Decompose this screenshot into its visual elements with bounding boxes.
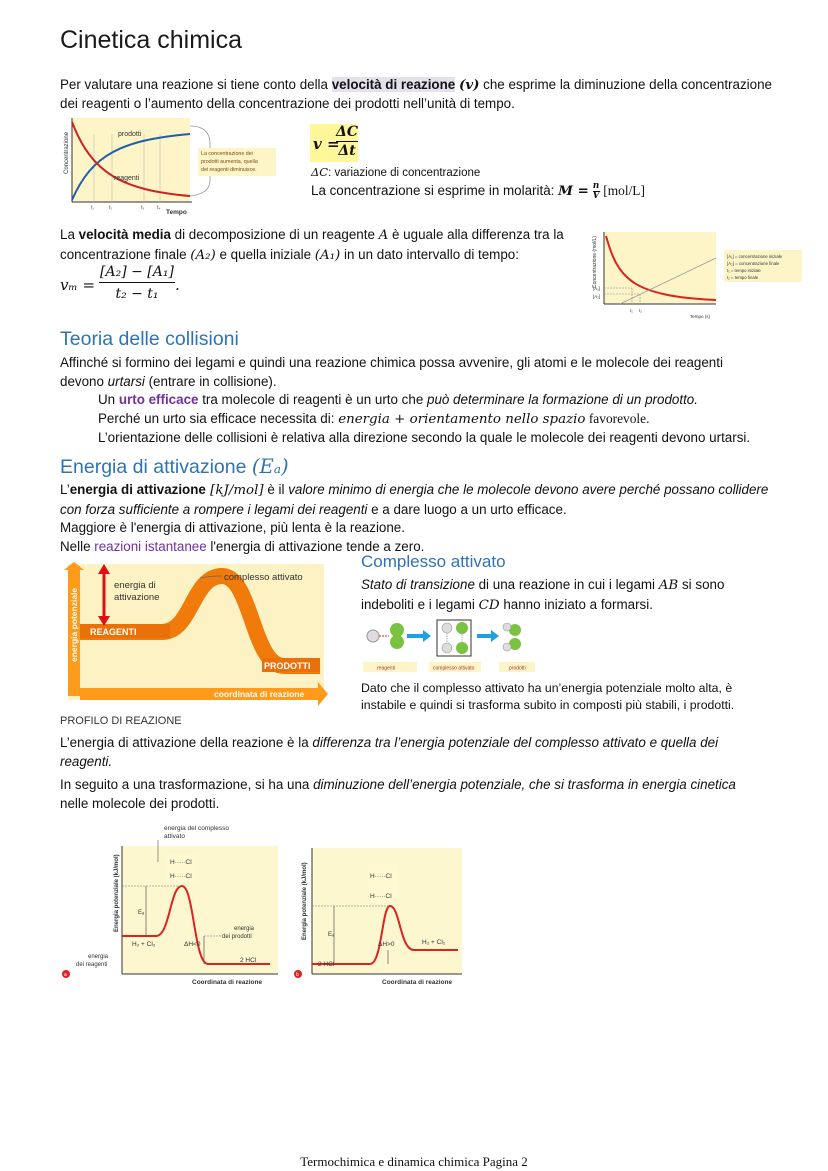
molecules-figure — [363, 618, 543, 676]
sum-p2-it: reagenti. — [60, 753, 113, 769]
collisions-bullet-1 — [98, 391, 818, 410]
collisions-paragraph — [60, 354, 820, 391]
fig2-ytick-1: [A₁] — [593, 286, 601, 291]
b1-purple: urto efficace — [118, 392, 199, 407]
profile-x-axis-label: coordinata di reazione — [214, 689, 305, 699]
act-p1-bold: energia di attivazione — [69, 482, 206, 497]
act-p1-it: valore minimo di energia che le molecole devono avere perché possano collidere — [288, 482, 769, 497]
act-p1-unit: [kJ/mol] — [205, 483, 264, 498]
fig1-note-1: La concentrazione dei — [201, 151, 253, 157]
cl-atom-1 — [390, 623, 404, 637]
act-p3: Maggiore è l'energia di attivazione, più lenta è la reazione. — [60, 520, 405, 535]
delta-c-note — [311, 165, 480, 179]
act-p2-b: e a dare luogo a un urto efficace. — [367, 501, 567, 517]
collisions-heading: Teoria delle collisioni — [60, 328, 239, 350]
fig-a-hcl-bot: H·····Cl — [170, 873, 192, 880]
arrow-2 — [477, 630, 499, 642]
fig-a-products-2: dei prodotti — [222, 934, 252, 940]
fig1-tick-1: t₁ — [91, 205, 95, 211]
summary-paragraph — [60, 734, 820, 771]
avg-b: di decomposizione di un reagente — [170, 227, 379, 242]
mol-label-reagents: reagenti — [377, 665, 396, 672]
collisions-p2-b: (entrare in collisione). — [144, 373, 277, 389]
fig2-legend-3: t₁ = tempo iniziale — [727, 268, 761, 273]
page-footer: Termochimica e dinamica chimica Pagina 2 — [300, 1154, 528, 1169]
cl-atom-2 — [390, 635, 404, 649]
act-p1-a: L’ — [60, 482, 70, 497]
delta-c-text: : variazione di concentrazione — [328, 167, 481, 179]
fig-b-dh: ΔH>0 — [378, 941, 395, 948]
avg-formula-den: t₂ − t₁ — [115, 286, 159, 302]
fig-a-left-2: dei reagenti — [76, 962, 108, 968]
sum-p3-a: In seguito a una trasformazione, si ha una — [60, 777, 314, 792]
endothermic-profile-figure — [290, 840, 470, 992]
avg-a2: (A₂) — [190, 247, 216, 263]
collisions-bullet-3: L’orientazione delle collisioni è relativa alla direzione secondo la quale le molecole dei reagenti devono urtarsi. — [98, 430, 751, 445]
complex-p2-b: hanno iniziato a formarsi. — [499, 596, 653, 612]
average-velocity-paragraph — [60, 226, 590, 265]
velocity-formula-lhs: v = — [313, 135, 340, 153]
fig2-ylabel: Concentrazione (mol/L) — [592, 236, 598, 288]
mol-label-complex: complesso attivato — [433, 665, 475, 672]
b2-a: Perché un urto sia efficace necessita di: — [98, 410, 339, 426]
fig2-legend-4: t₂ = tempo finale — [727, 275, 759, 280]
fig-b-hcl-top: H·····Cl — [370, 873, 392, 880]
profile-peak-label: complesso attivato — [224, 572, 303, 583]
profile-products-label: PRODOTTI — [264, 661, 311, 671]
collisions-p2-it: urtarsi — [107, 373, 145, 389]
intro-highlight: velocità di reazione — [331, 77, 456, 92]
complex-paragraph — [361, 576, 801, 615]
intro-symbol: (v) — [458, 77, 480, 93]
fig-a-reagents: H₂ + Cl₂ — [132, 941, 156, 948]
complex-note-1: Dato che il complesso attivato ha un’energia potenziale molto alta, è — [361, 681, 733, 695]
concentration-time-figure — [62, 114, 302, 220]
molarity-den: V — [592, 191, 600, 201]
complex-p1-c: si sono — [678, 577, 725, 592]
profile-ea-label-2: attivazione — [114, 592, 160, 603]
molarity-num: n — [592, 181, 600, 191]
sum-p4: nelle molecole dei prodotti. — [60, 795, 220, 811]
fig2-ytick-2: [A₂] — [593, 294, 601, 299]
avg-line2-a: concentrazione finale — [60, 246, 191, 262]
sum-p1-a: L’energia di attivazione della reazione è la — [60, 735, 313, 750]
reaction-profile-figure — [62, 562, 330, 710]
fig-a-top-label-2: attivato — [164, 833, 185, 840]
collisions-bullet-2 — [98, 410, 818, 430]
avg-bold: velocità media — [78, 227, 171, 242]
fig2-xlabel: Tempo (s) — [690, 314, 711, 319]
activation-heading — [60, 455, 289, 479]
fig1-ylabel: Concentrazione — [64, 131, 70, 174]
act-p4-b: l'energia di attivazione tende a zero. — [206, 538, 425, 554]
complex-sym-cd: CD — [478, 597, 500, 613]
fig-a-product: 2 HCl — [240, 957, 257, 964]
molarity-line — [311, 182, 645, 201]
b1-a: Un — [98, 392, 119, 407]
act-p4-a: Nelle — [60, 538, 95, 554]
intro-paragraph — [60, 76, 820, 113]
fig1-tick-4: t₄ — [157, 205, 161, 211]
fig-a-xlabel: Coordinata di reazione — [192, 979, 263, 986]
fig-a-dh: ΔH<0 — [184, 941, 201, 948]
collisions-p1: Affinché si formino dei legami e quindi una reazione chimica possa avvenire, gli atomi e le molecole dei reagenti — [60, 355, 723, 370]
molarity-lhs: M = — [558, 183, 589, 200]
fig1-products-label: prodotti — [118, 131, 142, 138]
complex-sym-ab: AB — [658, 578, 679, 593]
fig-a-products-1: energia — [234, 926, 255, 932]
avg-line2-c: in un dato intervallo di tempo: — [340, 246, 519, 262]
mol-label-products: prodotti — [509, 665, 526, 672]
act-p4-purple: reazioni istantanee — [94, 538, 207, 554]
collisions-bullets — [98, 391, 818, 448]
fig1-reagents-label: reagenti — [114, 175, 140, 182]
molarity-unit: [mol/L] — [603, 183, 645, 199]
complex-heading: Complesso attivato — [361, 552, 506, 571]
b1-it: può determinare la formazione di un prodotto. — [427, 392, 698, 407]
profile-ea-label-1: energia di — [114, 580, 156, 591]
avg-c: è uguale alla differenza tra la — [388, 227, 564, 242]
avg-formula-num: [A₂] − [A₁] — [99, 263, 175, 283]
fig1-xlabel: Tempo — [166, 209, 187, 216]
fig-b-products: H₂ + Cl₂ — [422, 939, 446, 946]
arrow-1 — [407, 630, 431, 642]
fig-b-xlabel: Coordinata di reazione — [382, 979, 453, 986]
profile-caption: PROFILO DI REAZIONE — [60, 715, 182, 727]
intro-text-a: Per valutare una reazione si tiene conto della — [60, 77, 332, 92]
fig-b-marker-letter: b — [296, 972, 299, 978]
delta-c-symbol: ΔC — [311, 165, 329, 179]
molarity-text: La concentrazione si esprime in molarità: — [311, 183, 559, 199]
avg-formula-lhs: vₘ = — [60, 276, 96, 294]
fig1-note-3: dei reagenti diminuisce. — [201, 167, 257, 173]
complex-p1-b: di una reazione in cui i legami — [474, 577, 659, 592]
avg-line2-b: e quella iniziale — [215, 246, 315, 262]
complex-p2-a: indeboliti e i legami — [361, 596, 479, 612]
fig-a-hcl-top: H·····Cl — [170, 859, 192, 866]
summary-paragraph-2 — [60, 776, 820, 813]
sum-p3-it: diminuzione dell’energia potenziale, che si trasforma in energia cinetica — [313, 777, 736, 792]
fig1-note-2: prodotti aumenta, quella — [201, 159, 258, 165]
avg-sym-a: A — [378, 228, 389, 243]
profile-y-axis-label: energia potenziale — [69, 587, 79, 662]
fig-a-top-label-1: energia del complesso — [164, 825, 230, 832]
collisions-p2-a: devono — [60, 373, 108, 389]
complex-p1-it: Stato di transizione — [361, 577, 475, 592]
fig-a-left-1: energia — [88, 954, 109, 960]
fig-b-reagents: 2 HCl — [318, 961, 335, 968]
fig2-legend-2: [A₂] = concentrazione finale — [727, 261, 780, 266]
fig-a-marker-letter: a — [64, 972, 67, 978]
sum-p1-it: differenza tra l’energia potenziale del complesso attivato e quella dei — [312, 735, 719, 750]
act-p2-it: con forza sufficiente a rompere i legami dei reagenti — [60, 501, 368, 517]
fig1-tick-3: t₃ — [141, 205, 145, 211]
avg-a1: (A₁) — [314, 247, 341, 263]
fig-b-hcl-bot: H·····Cl — [370, 893, 392, 900]
intro-text-b: che esprime la diminuzione della concentrazione — [479, 77, 772, 92]
fig2-xtick-2: t₂ — [639, 308, 642, 313]
fig-a-ylabel: Energia potenziale (kJ/mol) — [114, 854, 120, 932]
b2-math: energia + orientamento nello spazio — [338, 411, 586, 427]
profile-reagents-label: REAGENTI — [90, 627, 137, 637]
fig2-legend-1: [A₁] = concentrazione iniziale — [727, 254, 783, 259]
velocity-formula-num: ΔC — [336, 124, 359, 140]
activation-paragraph — [60, 481, 820, 556]
avg-formula-end: . — [175, 276, 180, 294]
b1-b: tra molecole di reagenti è un urto che — [198, 392, 427, 407]
fig-b-ylabel: Energia potenziale (kJ/mol) — [302, 862, 308, 940]
fig1-tick-2: t₂ — [109, 205, 113, 211]
fig-b-ea: Eₐ — [328, 932, 335, 938]
act-p1-b: è il — [263, 482, 289, 497]
fig2-xtick-1: t₁ — [630, 308, 633, 313]
velocity-formula-den: Δt — [338, 143, 356, 159]
activation-heading-sym: (Eₐ) — [251, 455, 289, 478]
activation-heading-text: Energia di attivazione — [60, 456, 252, 478]
complex-note-2: instabile e quindi si trasforma subito in composti più stabili, i prodotti. — [361, 698, 735, 712]
intro-line2: dei reagenti o l’aumento della concentrazione dei prodotti nell’unità di tempo. — [60, 95, 515, 111]
avg-a: La — [60, 227, 79, 242]
reagent-decay-figure — [590, 228, 806, 322]
b2-b: favorevole. — [585, 410, 650, 426]
complex-note — [361, 680, 811, 714]
exothermic-profile-figure — [58, 822, 284, 990]
molarity-fraction — [593, 182, 600, 201]
page-title: Cinetica chimica — [60, 26, 243, 54]
fig-a-ea: Eₐ — [138, 910, 145, 916]
